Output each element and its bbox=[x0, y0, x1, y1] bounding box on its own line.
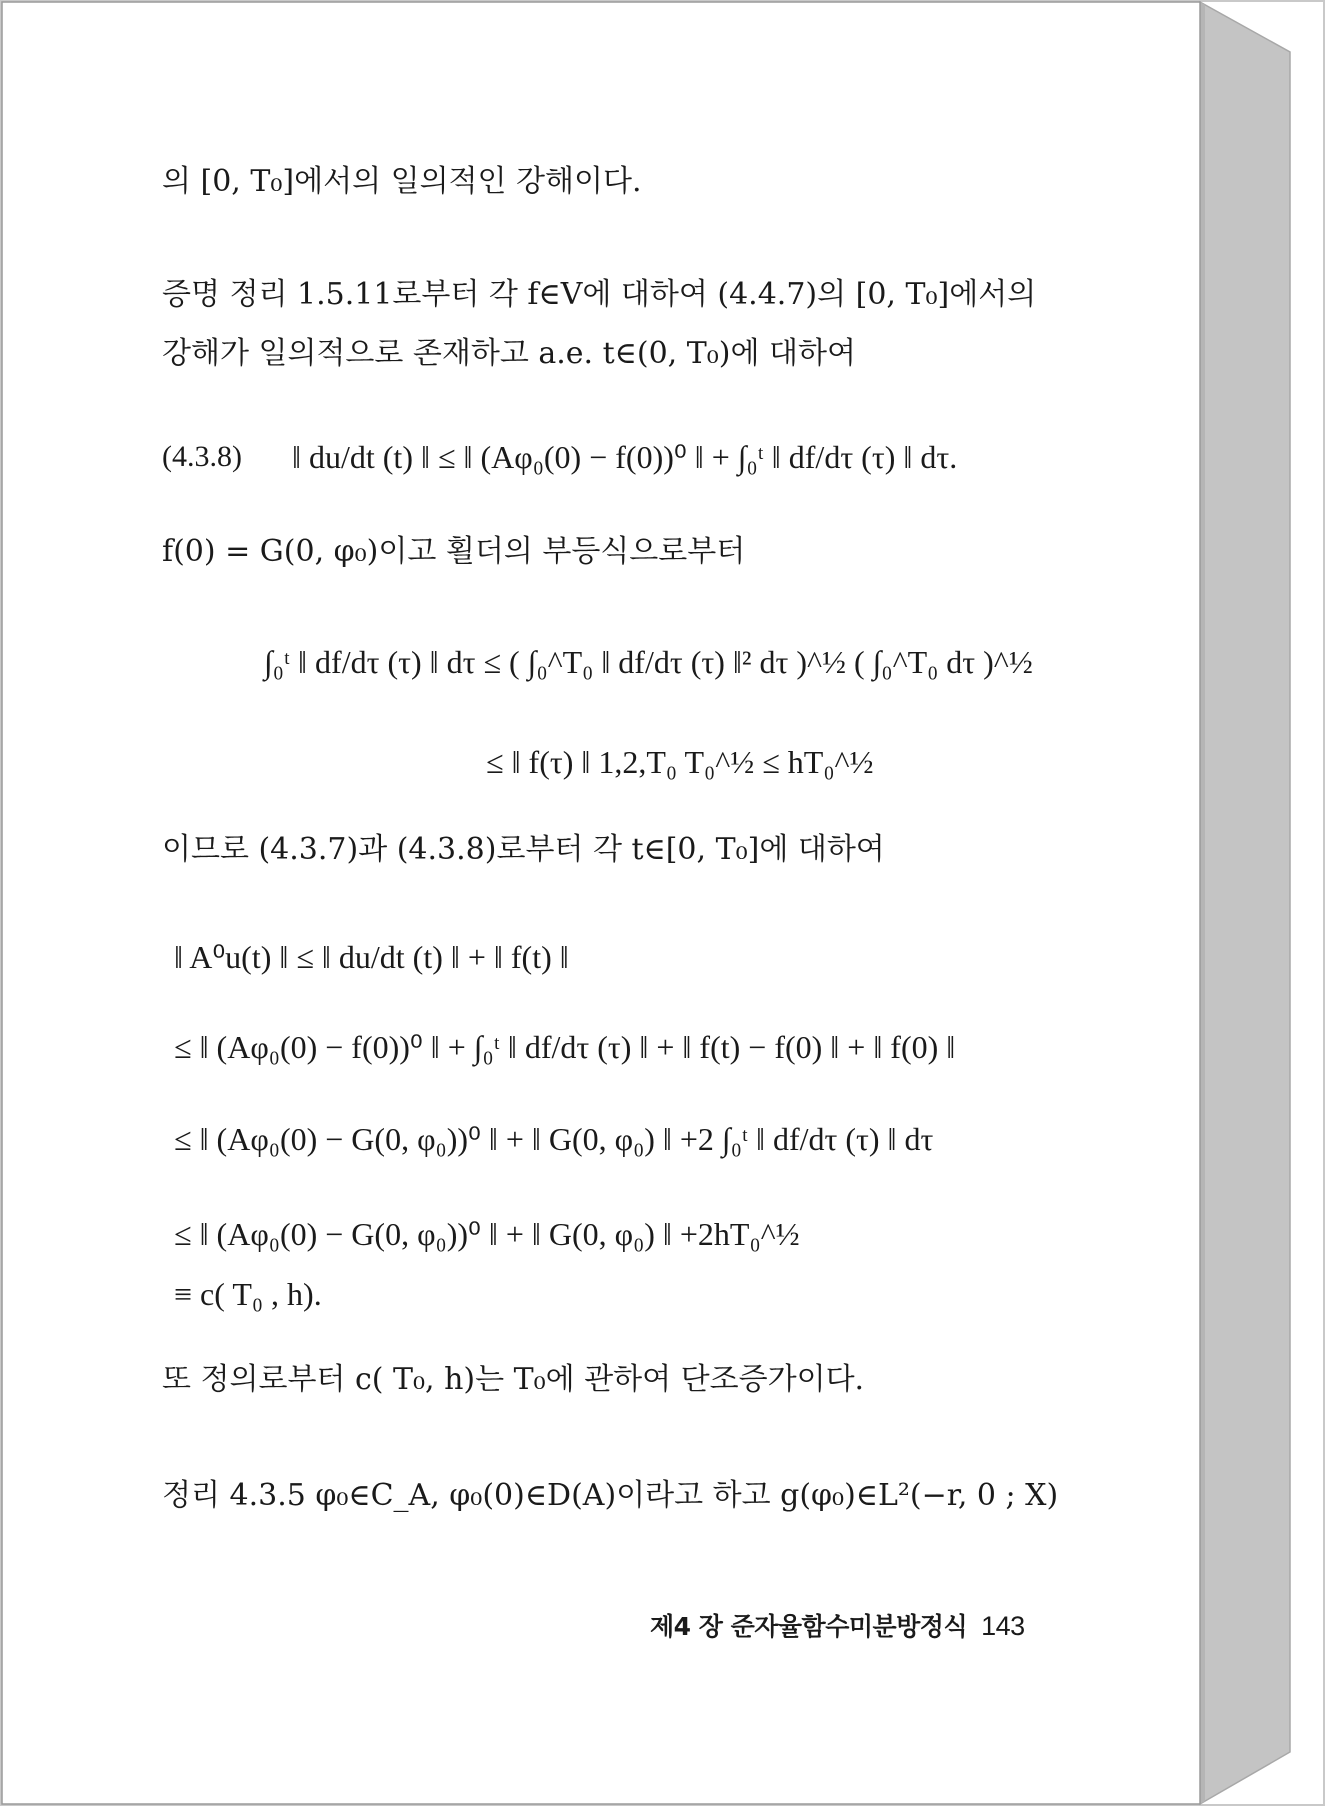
text-line-2: 증명 정리 1.5.11로부터 각 f∈V에 대하여 (4.4.7)의 [0, T₀]에서의 bbox=[162, 277, 1037, 312]
holder-inequality-2: ≤ ‖ f(τ) ‖ 1,2,T₀ T₀^½ ≤ hT₀^½ bbox=[486, 744, 874, 780]
estimate-line-5: ≡ c( T₀ , h). bbox=[174, 1276, 322, 1312]
text-line-4: f(0) = G(0, φ₀)이고 횔더의 부등식으로부터 bbox=[162, 534, 746, 569]
text-line-3: 강해가 일의적으로 존재하고 a.e. t∈(0, T₀)에 대하여 bbox=[162, 336, 856, 371]
equation-4-3-8: ‖ du/dt (t) ‖ ≤ ‖ (Aφ₀(0) − f(0))⁰ ‖ + ∫₀ᵗ ‖ df/dτ (τ) ‖ dτ. bbox=[292, 439, 958, 475]
estimate-line-3: ≤ ‖ (Aφ₀(0) − G(0, φ₀))⁰ ‖ + ‖ G(0, φ₀) ‖ +2 ∫₀ᵗ ‖ df/dτ (τ) ‖ dτ bbox=[174, 1121, 934, 1157]
page-footer bbox=[650, 1609, 1025, 1644]
book-page bbox=[2, 2, 1200, 1802]
text-line-1: 의 [0, T₀]에서의 일의적인 강해이다. bbox=[162, 164, 642, 199]
estimate-line-2: ≤ ‖ (Aφ₀(0) − f(0))⁰ ‖ + ∫₀ᵗ ‖ df/dτ (τ) ‖ + ‖ f(t) − f(0) ‖ + ‖ f(0) ‖ bbox=[174, 1029, 956, 1065]
chapter-title: 제4 장 준자율함수미분방정식 bbox=[650, 1612, 968, 1641]
page-number: 143 bbox=[981, 1611, 1025, 1641]
text-line-7: 정리 4.3.5 φ₀∈C_A, φ₀(0)∈D(A)이라고 하고 g(φ₀)∈L²(−r, 0 ; X) bbox=[162, 1478, 1059, 1513]
equation-number: (4.3.8) bbox=[162, 440, 242, 473]
text-line-5: 이므로 (4.3.7)과 (4.3.8)로부터 각 t∈[0, T₀]에 대하여 bbox=[162, 832, 885, 867]
estimate-line-1: ‖ A⁰u(t) ‖ ≤ ‖ du/dt (t) ‖ + ‖ f(t) ‖ bbox=[174, 939, 569, 975]
text-line-6: 또 정의로부터 c( T₀, h)는 T₀에 관하여 단조증가이다. bbox=[162, 1362, 865, 1397]
estimate-line-4: ≤ ‖ (Aφ₀(0) − G(0, φ₀))⁰ ‖ + ‖ G(0, φ₀) ‖ +2hT₀^½ bbox=[174, 1216, 800, 1252]
holder-inequality-1: ∫₀ᵗ ‖ df/dτ (τ) ‖ dτ ≤ ( ∫₀^T₀ ‖ df/dτ (τ) ‖² dτ )^½ ( ∫₀^T₀ dτ )^½ bbox=[264, 644, 1033, 680]
